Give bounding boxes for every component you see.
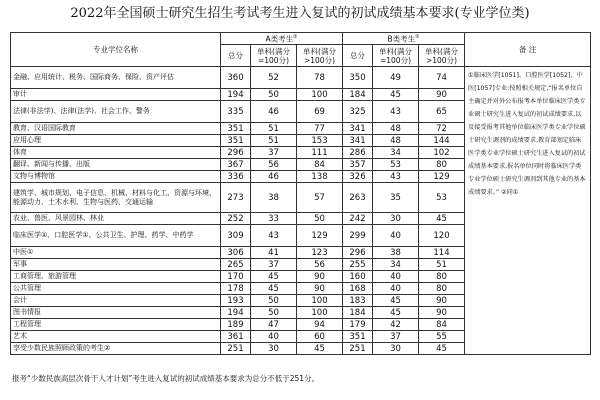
a-single-over100-cell: 94 <box>297 319 343 331</box>
a-single100-cell: 52 <box>251 67 297 89</box>
a-single100-cell: 51 <box>251 135 297 147</box>
a-single100-cell: 37 <box>251 147 297 159</box>
b-total-cell: 296 <box>343 247 373 259</box>
a-single-over100-cell: 78 <box>297 67 343 89</box>
a-single-over100-cell: 69 <box>297 101 343 123</box>
b-single100-cell: 45 <box>373 89 419 101</box>
a-single-over100-cell: 56 <box>297 259 343 271</box>
a-total-cell: 251 <box>221 343 251 355</box>
a-single-over100-cell: 90 <box>297 271 343 283</box>
b-single-over100-cell: 55 <box>419 331 465 343</box>
header-b-single100: 单科(满分=100分) <box>373 45 419 67</box>
b-single-over100-cell: 84 <box>419 319 465 331</box>
header-a-single100: 单科(满分=100分) <box>251 45 297 67</box>
a-single-over100-cell: 100 <box>297 89 343 101</box>
b-total-cell: 341 <box>343 135 373 147</box>
a-single-over100-cell: 111 <box>297 147 343 159</box>
a-single-over100-cell: 77 <box>297 123 343 135</box>
a-total-cell: 189 <box>221 319 251 331</box>
b-single100-cell: 49 <box>373 67 419 89</box>
b-total-cell: 350 <box>343 67 373 89</box>
a-single100-cell: 33 <box>251 213 297 225</box>
subject-name-cell: 文物与博物馆 <box>11 171 221 183</box>
a-single100-cell: 50 <box>251 89 297 101</box>
b-single100-cell: 30 <box>373 213 419 225</box>
b-single100-cell: 37 <box>373 331 419 343</box>
a-single100-cell: 41 <box>251 247 297 259</box>
header-a-group: A类考生② <box>221 33 343 45</box>
b-single100-cell: 30 <box>373 343 419 355</box>
a-single-over100-cell: 100 <box>297 307 343 319</box>
a-single100-cell: 43 <box>251 225 297 247</box>
b-single-over100-cell: 80 <box>419 271 465 283</box>
b-total-cell: 168 <box>343 283 373 295</box>
a-single-over100-cell: 45 <box>297 343 343 355</box>
a-single100-cell: 45 <box>251 283 297 295</box>
a-total-cell: 178 <box>221 283 251 295</box>
b-single-over100-cell: 90 <box>419 295 465 307</box>
b-single-over100-cell: 45 <box>419 213 465 225</box>
header-b-single-over100: 单科(满分>100分) <box>419 45 465 67</box>
a-total-cell: 273 <box>221 183 251 213</box>
a-total-cell: 351 <box>221 135 251 147</box>
a-single100-cell: 38 <box>251 183 297 213</box>
a-single-over100-cell: 138 <box>297 171 343 183</box>
subject-name-cell: 法律(非法学)、法律(法学)、社会工作、警务 <box>11 101 221 123</box>
header-b-total: 总分 <box>343 45 373 67</box>
b-total-cell: 160 <box>343 271 373 283</box>
subject-name-cell: 工商管理、旅游管理 <box>11 271 221 283</box>
a-single100-cell: 45 <box>251 271 297 283</box>
subject-name-cell: 图书情报 <box>11 307 221 319</box>
header-a-single-over100: 单科(满分>100分) <box>297 45 343 67</box>
b-total-cell: 326 <box>343 171 373 183</box>
b-single-over100-cell: 53 <box>419 183 465 213</box>
b-single-over100-cell: 51 <box>419 259 465 271</box>
b-single100-cell: 53 <box>373 159 419 171</box>
a-total-cell: 194 <box>221 89 251 101</box>
header-a-total: 总分 <box>221 45 251 67</box>
subject-name-cell: 农业、兽医、风景园林、林业 <box>11 213 221 225</box>
header-remark: 备 注 <box>465 33 591 67</box>
b-total-cell: 255 <box>343 259 373 271</box>
b-total-cell: 357 <box>343 159 373 171</box>
subject-name-cell: 教育、汉语国际教育 <box>11 123 221 135</box>
a-single-over100-cell: 84 <box>297 159 343 171</box>
b-single-over100-cell: 129 <box>419 171 465 183</box>
b-total-cell: 351 <box>343 331 373 343</box>
b-single100-cell: 48 <box>373 135 419 147</box>
header-subject: 专业学位名称 <box>11 33 221 67</box>
a-single100-cell: 51 <box>251 123 297 135</box>
b-single-over100-cell: 65 <box>419 101 465 123</box>
a-total-cell: 361 <box>221 331 251 343</box>
b-total-cell: 286 <box>343 147 373 159</box>
b-single100-cell: 45 <box>373 295 419 307</box>
b-total-cell: 325 <box>343 101 373 123</box>
subject-name-cell: 艺术 <box>11 331 221 343</box>
b-single-over100-cell: 80 <box>419 159 465 171</box>
a-total-cell: 336 <box>221 171 251 183</box>
a-total-cell: 194 <box>221 307 251 319</box>
subject-name-cell: 翻译、新闻与传播、出版 <box>11 159 221 171</box>
subject-name-cell: 临床医学①、口腔医学①、公共卫生、护理、药学、中药学 <box>11 225 221 247</box>
b-single-over100-cell: 114 <box>419 247 465 259</box>
remark-cell: ①临床医学[1051]、口腔医学[1052]、中医[1057]专业:按照相关规定,“报名单位自主确定并对外公布报考本单位临床医学类专业硕士研究生进入复试的初试成绩要求,以及接受报考其他单位临床医学类专业学位硕士研究生调剂的成绩要求,教育部划定临床医学类专业学位硕士研究生进入复试的初试成绩基本要求,报名单位同时将临床医学类专业学位硕士研究生调剂到其他专业的基本成绩要求。” ②同① <box>465 67 591 355</box>
footer-note: 报考“少数民族高层次骨干人才计划”考生进入复试的初试成绩基本要求为总分不低于251分。 <box>12 374 320 383</box>
subject-name-cell: 应用心理 <box>11 135 221 147</box>
b-single100-cell: 35 <box>373 183 419 213</box>
score-table <box>10 32 591 355</box>
a-total-cell: 193 <box>221 295 251 307</box>
a-single100-cell: 50 <box>251 307 297 319</box>
a-single100-cell: 30 <box>251 343 297 355</box>
a-single-over100-cell: 100 <box>297 295 343 307</box>
b-total-cell: 341 <box>343 123 373 135</box>
b-single100-cell: 43 <box>373 171 419 183</box>
table-row <box>11 67 591 89</box>
subject-name-cell: 建筑学、城市规划、电子信息、机械、材料与化工、资源与环境、能源动力、土木水利、生物与医药、交通运输 <box>11 183 221 213</box>
b-single-over100-cell: 80 <box>419 283 465 295</box>
a-single100-cell: 46 <box>251 171 297 183</box>
b-single100-cell: 40 <box>373 225 419 247</box>
a-single-over100-cell: 57 <box>297 183 343 213</box>
b-total-cell: 184 <box>343 89 373 101</box>
b-single-over100-cell: 102 <box>419 147 465 159</box>
a-single-over100-cell: 123 <box>297 247 343 259</box>
b-total-cell: 242 <box>343 213 373 225</box>
b-single100-cell: 42 <box>373 319 419 331</box>
a-total-cell: 306 <box>221 247 251 259</box>
header-b-group: B类考生② <box>343 33 465 45</box>
a-single-over100-cell: 50 <box>297 213 343 225</box>
a-single-over100-cell: 60 <box>297 331 343 343</box>
b-total-cell: 251 <box>343 343 373 355</box>
a-total-cell: 367 <box>221 159 251 171</box>
a-single100-cell: 40 <box>251 331 297 343</box>
b-total-cell: 299 <box>343 225 373 247</box>
subject-name-cell: 军事 <box>11 259 221 271</box>
a-single100-cell: 50 <box>251 295 297 307</box>
subject-name-cell: 享受少数民族照顾政策的考生② <box>11 343 221 355</box>
a-total-cell: 296 <box>221 147 251 159</box>
a-total-cell: 309 <box>221 225 251 247</box>
b-single-over100-cell: 74 <box>419 67 465 89</box>
b-single100-cell: 34 <box>373 259 419 271</box>
b-single-over100-cell: 144 <box>419 135 465 147</box>
b-single-over100-cell: 90 <box>419 307 465 319</box>
b-single100-cell: 34 <box>373 147 419 159</box>
b-total-cell: 184 <box>343 307 373 319</box>
subject-name-cell: 工程管理 <box>11 319 221 331</box>
a-total-cell: 360 <box>221 67 251 89</box>
b-single-over100-cell: 90 <box>419 89 465 101</box>
b-single100-cell: 40 <box>373 283 419 295</box>
b-single100-cell: 45 <box>373 307 419 319</box>
subject-name-cell: 审计 <box>11 89 221 101</box>
a-single-over100-cell: 153 <box>297 135 343 147</box>
subject-name-cell: 公共管理 <box>11 283 221 295</box>
subject-name-cell: 中医① <box>11 247 221 259</box>
a-single-over100-cell: 129 <box>297 225 343 247</box>
a-total-cell: 351 <box>221 123 251 135</box>
a-total-cell: 335 <box>221 101 251 123</box>
b-single100-cell: 40 <box>373 271 419 283</box>
subject-name-cell: 会计 <box>11 295 221 307</box>
a-total-cell: 170 <box>221 271 251 283</box>
subject-name-cell: 金融、应用统计、税务、国际商务、保险、资产评估 <box>11 67 221 89</box>
a-total-cell: 265 <box>221 259 251 271</box>
a-single100-cell: 56 <box>251 159 297 171</box>
page-title: 2022年全国硕士研究生招生考试考生进入复试的初试成绩基本要求(专业学位类) <box>70 6 530 21</box>
b-total-cell: 263 <box>343 183 373 213</box>
a-total-cell: 252 <box>221 213 251 225</box>
b-single100-cell: 38 <box>373 247 419 259</box>
b-single100-cell: 43 <box>373 101 419 123</box>
b-single100-cell: 48 <box>373 123 419 135</box>
b-single-over100-cell: 72 <box>419 123 465 135</box>
b-single-over100-cell: 120 <box>419 225 465 247</box>
a-single100-cell: 37 <box>251 259 297 271</box>
a-single100-cell: 47 <box>251 319 297 331</box>
a-single-over100-cell: 90 <box>297 283 343 295</box>
subject-name-cell: 体育 <box>11 147 221 159</box>
b-single-over100-cell: 45 <box>419 343 465 355</box>
a-single100-cell: 46 <box>251 101 297 123</box>
b-total-cell: 179 <box>343 319 373 331</box>
b-total-cell: 183 <box>343 295 373 307</box>
